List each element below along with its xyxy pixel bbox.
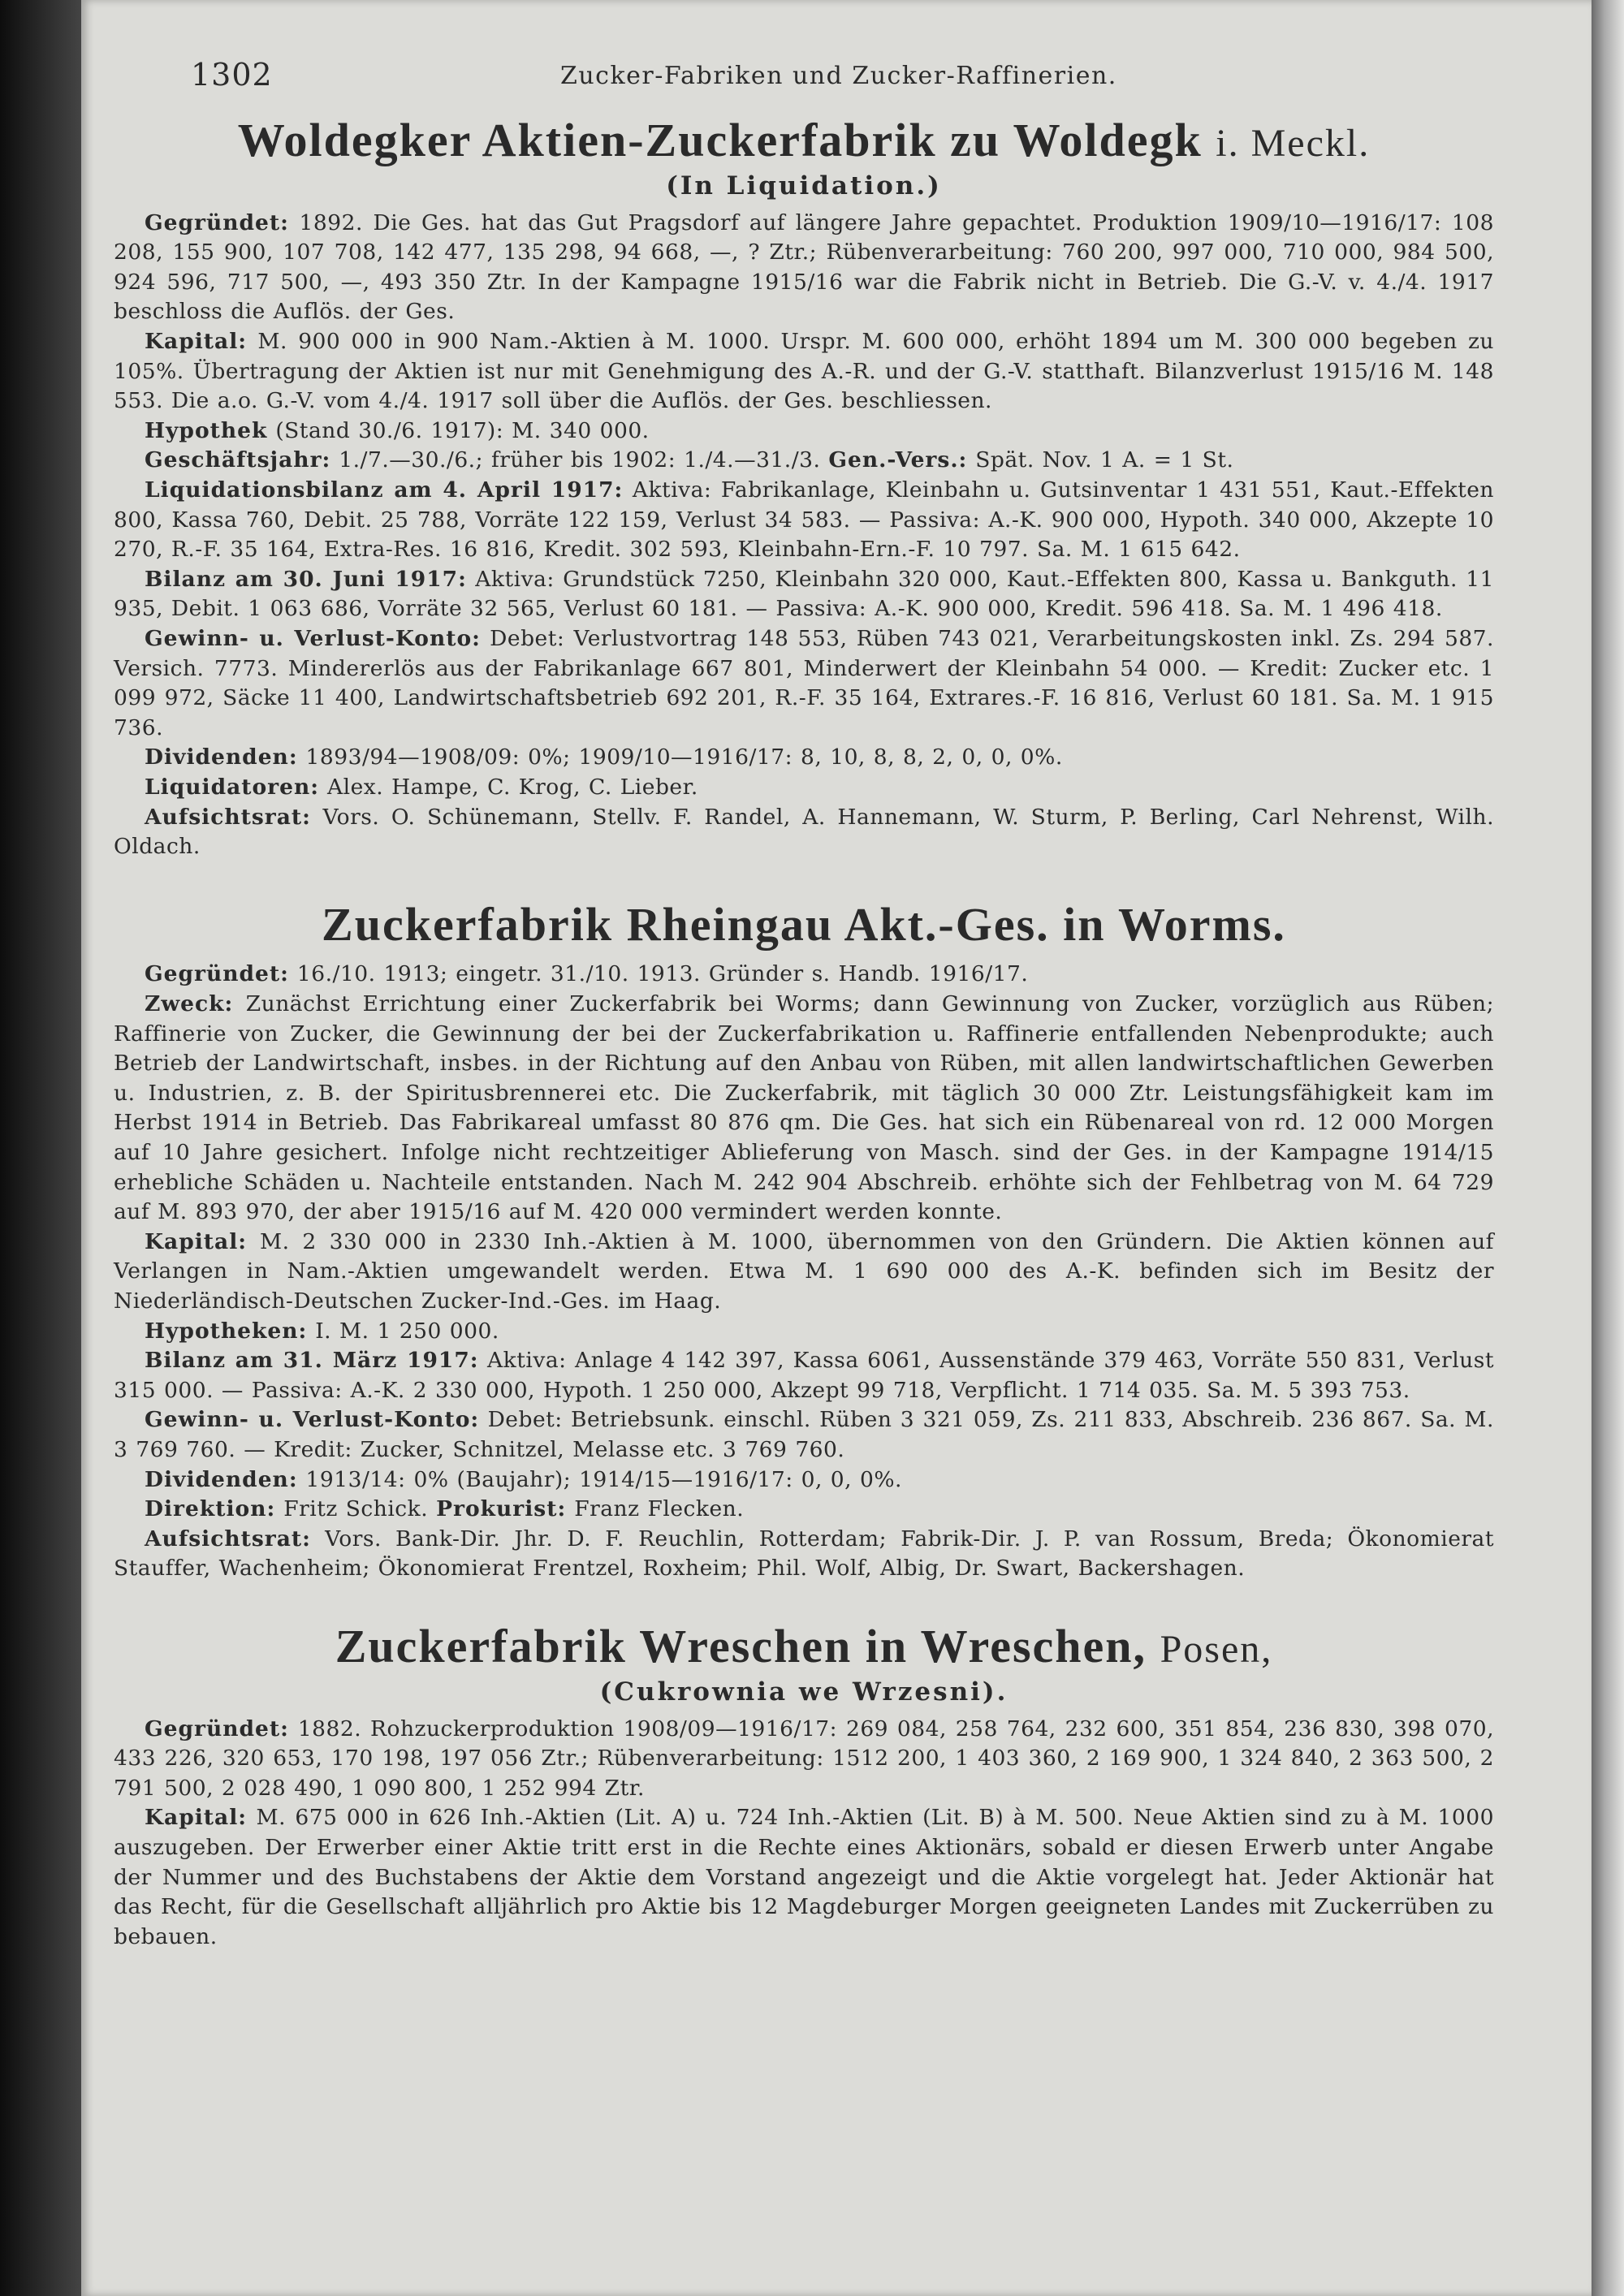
field-text: 1882. Rohzuckerproduktion 1908/09—1916/17: 269 084, 258 764, 232 600, 351 854, 236 830, 398 070, 433 226, 320 653, 170 198, 197 056 Ztr.; Rübenverarbeitung: 1512 200, 1 403 360, 2 169 900, 1 324 840, 2 363 500, 2 791 500, 2 028 490, 1 090 800, 1 252 994 Ztr. xyxy=(114,1716,1494,1801)
field-text: Debet: Verlustvortrag 148 553, Rüben 743 021, Verarbeitungskosten inkl. Zs. 294 587. Versich. 7773. Mindererlös aus der Fabrikanlage 667 801, Minderwert der Kleinbahn 54 000. — Kredit: Zucker etc. 1 099 972, Säcke 11 400, Landwirtschaftsbetrieb 692 201, R.-F. 35 164, Extrares.-F. 16 816, Verlust 60 181. Sa. M. 1 915 736. xyxy=(114,626,1494,740)
entry-paragraph xyxy=(114,446,1494,476)
company-subtitle: (Cukrownia we Wrzesni). xyxy=(599,1677,1009,1707)
field-label: Hypotheken: xyxy=(145,1318,308,1344)
entry-paragraph xyxy=(114,565,1494,624)
company-title-location: Posen, xyxy=(1160,1627,1273,1671)
field-text: Aktiva: Fabrikanlage, Kleinbahn u. Gutsinventar 1 431 551, Kaut.-Effekten 800, Kassa 760, Debit. 25 788, Vorräte 122 159, Verlust 34 583. — Passiva: A.-K. 900 000, Hypoth. 340 000, Akzepte 10 270, R.-F. 35 164, Extra-Res. 16 816, Kredit. 302 593, Kleinbahn-Ern.-F. 10 797. Sa. M. 1 615 642. xyxy=(114,477,1494,563)
company-title-main: Woldegker Aktien-Zuckerfabrik zu Woldegk xyxy=(237,114,1203,166)
field-label: Bilanz am 30. Juni 1917: xyxy=(145,566,467,592)
field-text: 1893/94—1908/09: 0%; 1909/10—1916/17: 8, 10, 8, 8, 2, 0, 0, 0%. xyxy=(305,744,1063,770)
running-header xyxy=(114,24,1494,93)
entry-paragraph xyxy=(114,1346,1494,1405)
field-text: Debet: Betriebsunk. einschl. Rüben 3 321 059, Zs. 211 833, Abschreib. 236 867. Sa. M. 3 769 760. — Kredit: Zucker, Schnitzel, Melasse etc. 3 769 760. xyxy=(114,1407,1494,1462)
field-label: Direktion: xyxy=(145,1496,276,1522)
company-title-location: i. Meckl. xyxy=(1216,122,1371,165)
field-label: Kapital: xyxy=(145,1805,248,1831)
field-label: Bilanz am 31. März 1917: xyxy=(145,1348,479,1374)
entry-paragraph xyxy=(114,1495,1494,1525)
company-title xyxy=(114,114,1494,168)
field-text: I. M. 1 250 000. xyxy=(315,1318,499,1344)
entry-paragraph xyxy=(114,990,1494,1228)
running-title: Zucker-Fabriken und Zucker-Raffinerien. xyxy=(560,62,1117,90)
field-text: M. 900 000 in 900 Nam.-Aktien à M. 1000. Urspr. M. 600 000, erhöht 1894 um M. 300 000 begeben zu 105%. Übertragung der Aktien ist nur mit Genehmigung des A.-R. und der G.-V. statthaft. Bilanzverlust 1915/16 M. 148 553. Die a.o. G.-V. vom 4./4. 1917 soll über die Auflös. der Ges. beschliessen. xyxy=(114,329,1494,414)
field-label: Liquidatoren: xyxy=(145,774,320,800)
field-label: Gewinn- u. Verlust-Konto: xyxy=(145,1407,480,1433)
field-text: M. 675 000 in 626 Inh.-Aktien (Lit. A) u. 724 Inh.-Aktien (Lit. B) à M. 500. Neue Aktien sind zu à M. 1000 auszugeben. Der Erwerber einer Aktie tritt erst in die Rechte eines Aktionärs, sobald er diesen Erwerb unter Angabe der Nummer und des Buchstabens der Aktie dem Vorstand angezeigt und die Aktie vorgelegt hat. Jeder Aktionär hat das Recht, für die Gesellschaft alljährlich pro Aktie bis 12 Magdeburger Morgen geeigneten Landes mit Zuckerrüben zu bebauen. xyxy=(114,1805,1494,1949)
field-label: Kapital: xyxy=(145,329,248,355)
field-text: 1913/14: 0% (Baujahr); 1914/15—1916/17: 0, 0, 0%. xyxy=(305,1466,902,1492)
field-text: Alex. Hampe, C. Krog, C. Lieber. xyxy=(327,774,698,800)
entry-paragraph xyxy=(114,476,1494,565)
field-text: Aktiva: Grundstück 7250, Kleinbahn 320 000, Kaut.-Effekten 800, Kassa u. Bankguth. 11 935, Debit. 1 063 686, Vorräte 32 565, Verlust 60 181. — Passiva: A.-K. 900 000, Kredit. 596 418. Sa. M. 1 496 418. xyxy=(114,566,1494,622)
field-text: 1892. Die Ges. hat das Gut Pragsdorf auf längere Jahre gepachtet. Produktion 1909/10—1916/17: 108 208, 155 900, 107 708, 142 477, 135 298, 94 668, —, ? Ztr.; Rübenverarbeitung: 760 200, 997 000, 710 000, 984 500, 924 596, 717 500, —, 493 350 Ztr. In der Kampagne 1915/16 war die Fabrik nicht in Betrieb. Die G.-V. v. 4./4. 1917 beschloss die Auflös. der Ges. xyxy=(114,209,1494,325)
field-text: Vors. Bank-Dir. Jhr. D. F. Reuchlin, Rotterdam; Fabrik-Dir. J. P. van Rossum, Breda; Ökonomierat Stauffer, Wachenheim; Ökonomierat Frentzel, Roxheim; Phil. Wolf, Albig, Dr. Swart, Backershagen. xyxy=(114,1526,1494,1582)
field-text: Aktiva: Anlage 4 142 397, Kassa 6061, Aussenstände 379 463, Vorräte 550 831, Verlust 315 000. — Passiva: A.-K. 2 330 000, Hypoth. 1 250 000, Akzept 99 718, Verpflicht. 1 714 035. Sa. M. 5 393 753. xyxy=(114,1348,1494,1403)
entry-paragraph xyxy=(114,803,1494,862)
field-label: Gegründet: xyxy=(145,961,289,987)
company-entry xyxy=(114,1620,1494,1952)
field-label: Liquidationsbilanz am 4. April 1917: xyxy=(145,477,624,503)
entry-paragraph xyxy=(114,1405,1494,1465)
entry-paragraph xyxy=(114,209,1494,327)
field-text: M. 2 330 000 in 2330 Inh.-Aktien à M. 1000, übernommen von den Gründern. Die Aktien können auf Verlangen in Nam.-Aktien umgewandelt werden. Etwa M. 1 690 000 des A.-K. befinden sich im Besitz der Niederländisch-Deutschen Zucker-Ind.-Ges. im Haag. xyxy=(114,1228,1494,1314)
field-label: Gegründet: xyxy=(145,209,289,235)
field-label: Prokurist: xyxy=(436,1496,567,1522)
field-label: Aufsichtsrat: xyxy=(145,1526,311,1552)
company-entry xyxy=(114,898,1494,1584)
company-title xyxy=(114,898,1494,952)
entry-paragraph xyxy=(114,1715,1494,1804)
company-title xyxy=(114,1620,1494,1674)
field-text: Zunächst Errichtung einer Zuckerfabrik bei Worms; dann Gewinnung von Zucker, vorzüglich aus Rüben; Raffinerie von Zucker, die Gewinnung der bei der Zuckerfabrikation u. Raffinerie entfallenden Nebenprodukte; auch Betrieb der Landwirtschaft, insbes. in der Richtung auf den Anbau von Rüben, mit allen landwirtschaftlichen Gewerben u. Industrien, z. B. der Spiritusbrennerei etc. Die Zuckerfabrik, mit täglich 30 000 Ztr. Leistungsfähigkeit kam im Herbst 1914 in Betrieb. Das Fabrikareal umfasst 80 876 qm. Die Ges. hat sich ein Rübenareal von rd. 12 000 Morgen auf 10 Jahre gesichert. Infolge nicht rechtzeitiger Ablieferung von Masch. sind der Ges. in der Kampagne 1914/15 erhebliche Schäden u. Nachteile entstanden. Nach M. 242 904 Abschreib. erhöhte sich der Fehlbetrag von M. 64 729 auf M. 893 970, der aber 1915/16 auf M. 420 000 vermindert werden konnte. xyxy=(114,991,1494,1225)
field-label: Aufsichtsrat: xyxy=(145,804,311,830)
entry-paragraph xyxy=(114,416,1494,447)
sections xyxy=(114,114,1494,1952)
entry-paragraph xyxy=(114,743,1494,773)
company-subtitle: (In Liquidation.) xyxy=(666,170,942,201)
field-text: Spät. Nov. 1 A. = 1 St. xyxy=(975,447,1234,473)
entry-paragraph xyxy=(114,773,1494,803)
field-label: Kapital: xyxy=(145,1228,248,1254)
page-content xyxy=(114,24,1494,1952)
entry-paragraph xyxy=(114,327,1494,416)
scan-left-margin xyxy=(0,0,81,2296)
field-label: Zweck: xyxy=(145,991,234,1017)
field-label: Gewinn- u. Verlust-Konto: xyxy=(145,626,481,651)
entry-paragraph xyxy=(114,960,1494,990)
entry-paragraph xyxy=(114,1803,1494,1952)
entry-paragraph xyxy=(114,624,1494,743)
field-text: Vors. O. Schünemann, Stellv. F. Randel, A. Hannemann, W. Sturm, P. Berling, Carl Nehrenst, Wilh. Oldach. xyxy=(114,804,1494,860)
field-label: Dividenden: xyxy=(145,1466,298,1492)
entry-paragraph xyxy=(114,1317,1494,1347)
field-label: Geschäftsjahr: xyxy=(145,447,331,473)
field-label: Dividenden: xyxy=(145,744,298,770)
field-label: Gegründet: xyxy=(145,1716,289,1741)
field-text: 16./10. 1913; eingetr. 31./10. 1913. Gründer s. Handb. 1916/17. xyxy=(296,961,1029,987)
entry-paragraph xyxy=(114,1525,1494,1584)
scan-right-edge xyxy=(1592,0,1624,2296)
field-label: Gen.-Vers.: xyxy=(828,447,968,473)
field-text: Franz Flecken. xyxy=(574,1496,745,1522)
company-title-main: Zuckerfabrik Rheingau Akt.-Ges. in Worms. xyxy=(322,897,1286,951)
entry-paragraph xyxy=(114,1465,1494,1495)
company-entry xyxy=(114,114,1494,862)
field-text: Fritz Schick. xyxy=(283,1496,429,1522)
company-title-main: Zuckerfabrik Wreschen in Wreschen, xyxy=(335,1619,1147,1672)
page-number: 1302 xyxy=(191,57,273,93)
field-label: Hypothek xyxy=(145,417,268,443)
entry-paragraph xyxy=(114,1228,1494,1317)
field-text: 1./7.—30./6.; früher bis 1902: 1./4.—31./3. xyxy=(339,447,821,473)
field-text: (Stand 30./6. 1917): M. 340 000. xyxy=(275,417,650,443)
